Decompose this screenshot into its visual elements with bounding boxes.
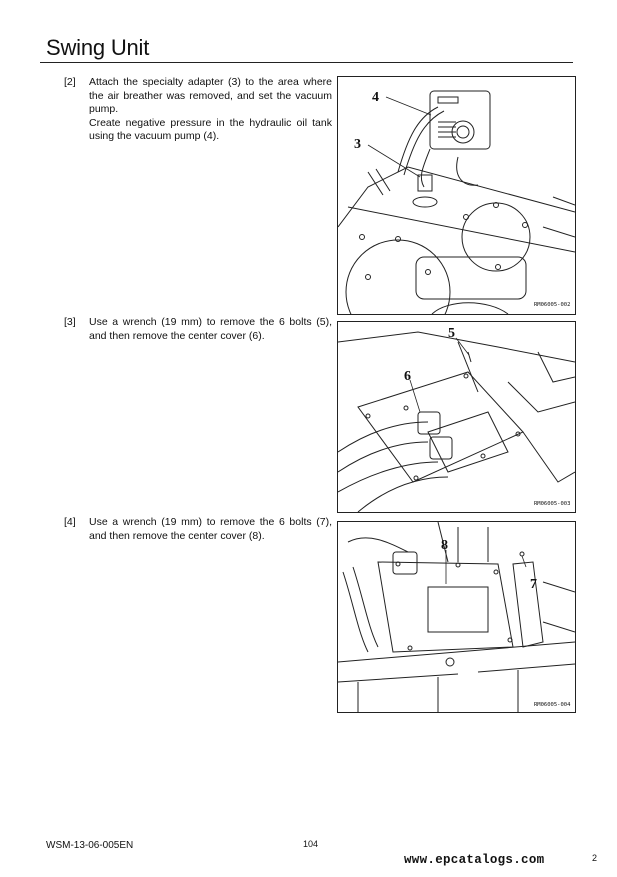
page-title: Swing Unit: [46, 35, 150, 60]
figure-vacuum-pump: [337, 76, 576, 315]
callout-5: 5: [448, 326, 455, 341]
title-rule: [40, 62, 573, 63]
corner-number: 2: [592, 853, 598, 863]
figure-drawing: [338, 322, 575, 512]
watermark-url[interactable]: www.epcatalogs.com: [404, 853, 545, 867]
figure-drawing: [338, 522, 575, 712]
step-number: [4]: [64, 516, 76, 528]
figure-center-cover-8: [337, 521, 576, 713]
step-line: Use a wrench (19 mm) to remove the 6 bolts (5), and then remove the center cover (6).: [89, 316, 332, 342]
step-text: [89, 516, 332, 543]
callout-6: 6: [404, 369, 411, 384]
page-number: 104: [303, 839, 319, 849]
figure-code: RM06005-002: [534, 302, 571, 308]
step-line: Use a wrench (19 mm) to remove the 6 bolts (7), and then remove the center cover (8).: [89, 516, 332, 542]
figure-code: RM06005-003: [534, 501, 571, 507]
step-text: [89, 316, 332, 343]
step-number: [2]: [64, 76, 76, 88]
step-line: Attach the specialty adapter (3) to the area where the air breather was removed, and set the vacuum pump.: [89, 76, 332, 115]
callout-8: 8: [441, 538, 448, 553]
callout-4: 4: [372, 90, 379, 105]
figure-code: RM06005-004: [534, 702, 571, 708]
callout-3: 3: [354, 137, 361, 152]
step-line: Create negative pressure in the hydraulic oil tank using the vacuum pump (4).: [89, 116, 332, 142]
document-code: WSM-13-06-005EN: [46, 840, 134, 851]
figure-center-cover-6: [337, 321, 576, 513]
step-number: [3]: [64, 316, 76, 328]
figure-drawing: [338, 77, 575, 314]
callout-7: 7: [530, 577, 537, 592]
step-text: [89, 76, 332, 144]
